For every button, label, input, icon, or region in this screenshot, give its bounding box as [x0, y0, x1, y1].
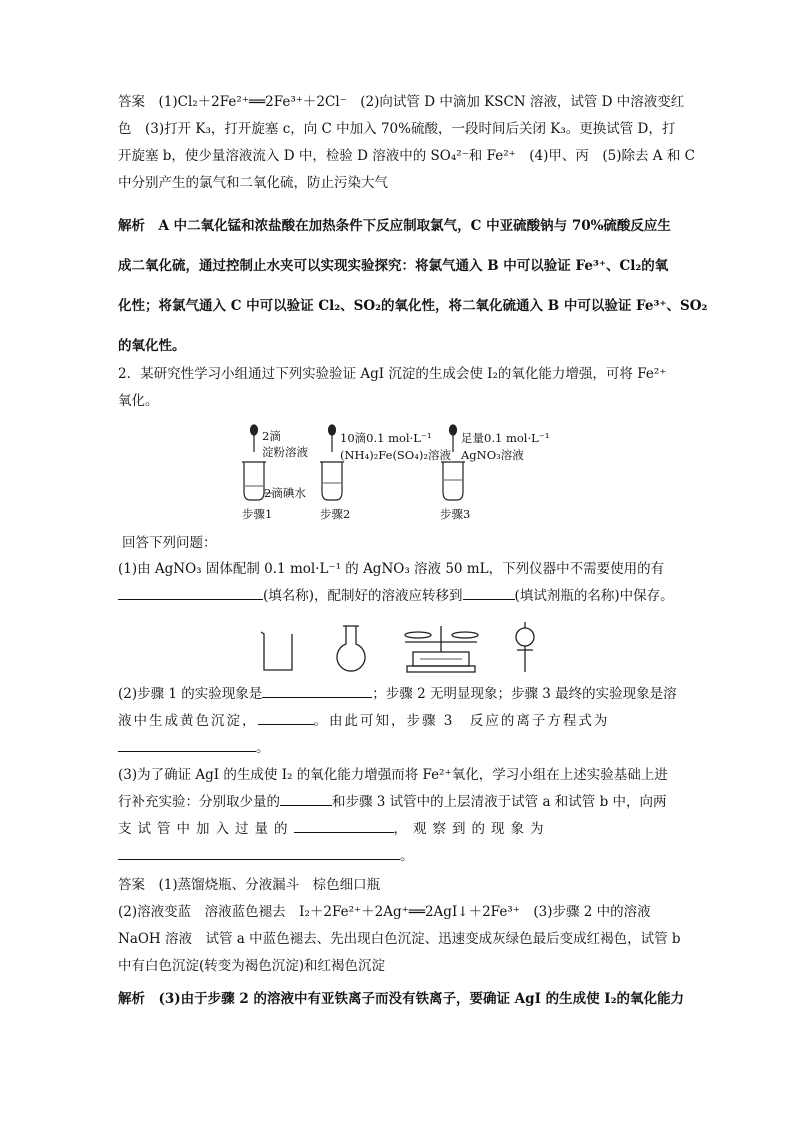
q3-line2 [118, 789, 678, 816]
test-tube-1 [244, 462, 264, 500]
step1-bottom-reagent: 2滴碘水 [264, 486, 306, 500]
q2-line3 [118, 735, 678, 762]
q3-blank-2[interactable] [294, 818, 394, 833]
answer2-line1: 答案 (1)蒸馏烧瓶、分液漏斗 棕色细口瓶 [118, 877, 381, 893]
answer1-line4: 中分别产生的氯气和二氧化硫，防止污染大气 [118, 175, 388, 191]
analysis1-line2: 成二氧化硫，通过控制止水夹可以实现实验探究：将氯气通入 B 中可以验证 Fe³⁺、Cl₂的氧 [118, 258, 669, 274]
intro-line: 回答下列问题： [122, 535, 217, 551]
answer1-line1: 答案 (1)Cl₂＋2Fe²⁺══2Fe³⁺＋2Cl⁻ (2)向试管 D 中滴加 KSCN 溶液，试管 D 中溶液变红 [118, 94, 685, 110]
test-tube-2 [322, 462, 342, 500]
q1-line2-text-b: (填试剂瓶的名称)中保存。 [514, 588, 674, 604]
analysis1-line1: 解析 A 中二氧化锰和浓盐酸在加热条件下反应制取氯气，C 中亚硫酸钠与 70%硫酸反应生 [118, 218, 671, 234]
q3-line4-text: 。 [400, 848, 414, 864]
balance-icon [405, 626, 478, 672]
apparatus-drawing [255, 620, 540, 680]
step3-reagent-line2: AgNO₃溶液 [461, 448, 524, 462]
q2-line1-text-b: ；步骤 2 无明显现象；步骤 3 最终的实验现象是溶 [372, 686, 677, 702]
dropper-bulb-3 [450, 425, 457, 435]
question-2 [118, 361, 678, 415]
step2-label: 步骤2 [320, 507, 351, 521]
q2-line2 [118, 708, 678, 735]
q2-line2-text-b: 。由此可知，步骤 3 反应的离子方程式为 [313, 713, 610, 729]
q3-line2-text-a: 行补充实验：分别取少量的 [118, 794, 280, 810]
answer2-line4: 中有白色沉淀(转变为褐色沉淀)和红褐色沉淀 [118, 958, 386, 974]
step1-reagent-line2: 淀粉溶液 [262, 445, 308, 459]
experiment-figure [238, 420, 568, 525]
answer2-line2: (2)溶液变蓝 溶液蓝色褪去 I₂＋2Fe²⁺＋2Ag⁺══2AgI↓＋2Fe³⁺ (3)步骤 2 中的溶液 [118, 904, 651, 920]
q3-line3-text-b: ，观察到的现象为 [393, 821, 550, 837]
question2-line2: 氧化。 [118, 393, 159, 409]
answer1-line3: 开旋塞 b，使少量溶液流入 D 中，检验 D 溶液中的 SO₄²⁻和 Fe²⁺ (4)甲、丙 (5)除去 A 和 C [118, 148, 695, 164]
step2-reagent-line1: 10滴0.1 mol·L⁻¹ [340, 431, 432, 445]
q2-line1 [118, 681, 678, 708]
step1-label: 步骤1 [242, 507, 273, 521]
dropper-bulb-1 [251, 425, 258, 435]
q1-line1: (1)由 AgNO₃ 固体配制 0.1 mol·L⁻¹ 的 AgNO₃ 溶液 50 mL，下列仪器中不需要使用的有 [118, 561, 665, 577]
step2-reagent-line2: (NH₄)₂Fe(SO₄)₂溶液 [340, 448, 451, 462]
q2-blank-3[interactable] [118, 737, 256, 752]
answer-block-1 [118, 89, 695, 197]
analysis1-line4: 的氧化性。 [118, 338, 186, 354]
q3-line2-text-b: 和步骤 3 试管中的上层清液于试管 a 和试管 b 中，向两 [332, 794, 667, 810]
answer1-line2: 色 (3)打开 K₃，打开旋塞 c，向 C 中加入 70%硫酸，一段时间后关闭 K₃。更换试管 D，打 [118, 121, 676, 137]
separatory-funnel-icon [516, 622, 534, 672]
answer-block-2 [118, 872, 681, 980]
subquestion-1 [118, 556, 678, 610]
test-tube-3 [443, 462, 463, 500]
analysis-block-2 [118, 986, 685, 1013]
step3-reagent-line1: 足量0.1 mol·L⁻¹ [461, 431, 550, 445]
analysis-block-1 [118, 206, 708, 366]
step3-label: 步骤3 [440, 507, 471, 521]
q2-line2-text-a: 液中生成黄色沉淀， [118, 713, 258, 729]
apparatus-figure [255, 620, 540, 680]
q2-line1-text-a: (2)步骤 1 的实验现象是 [118, 686, 263, 702]
q3-line1: (3)为了确证 AgI 的生成使 I₂ 的氧化能力增强而将 Fe²⁺氧化，学习小组在上述实验基础上进 [118, 767, 668, 783]
subquestion-2 [118, 681, 678, 762]
answer2-line3: NaOH 溶液 试管 a 中蓝色褪去、先出现白色沉淀、迅速变成灰绿色最后变成红褐色，试管 b [118, 931, 681, 947]
q3-line4 [118, 843, 678, 870]
q1-blank-2[interactable] [463, 585, 515, 600]
analysis2-line1: 解析 (3)由于步骤 2 的溶液中有亚铁离子而没有铁离子，要确证 AgI 的生成使 I₂的氧化能力 [118, 991, 685, 1007]
q2-line3-text: 。 [256, 740, 270, 756]
q3-line3-text-a: 支试管中加入过量的 [118, 821, 294, 837]
q3-line3 [118, 816, 678, 843]
question2-line1: 2．某研究性学习小组通过下列实验验证 AgI 沉淀的生成会使 I₂的氧化能力增强，可将 Fe²⁺ [118, 366, 667, 382]
q3-blank-3[interactable] [118, 845, 400, 860]
analysis1-line3: 化性；将氯气通入 C 中可以验证 Cl₂、SO₂的氧化性，将二氧化硫通入 B 中可以验证 Fe³⁺、SO₂ [118, 298, 708, 314]
q1-blank-1[interactable] [118, 585, 263, 600]
beaker-icon [261, 632, 292, 670]
q2-blank-2[interactable] [258, 710, 314, 725]
round-bottom-flask-icon [337, 626, 365, 671]
q3-blank-1[interactable] [280, 791, 332, 806]
dropper-bulb-2 [329, 425, 336, 435]
q1-line2-text-a: (填名称)，配制好的溶液应转移到 [263, 588, 463, 604]
subquestion-3 [118, 762, 678, 870]
question-intro [122, 530, 682, 557]
step1-reagent-line1: 2滴 [262, 429, 281, 443]
q1-line2 [118, 583, 678, 610]
q2-blank-1[interactable] [262, 683, 372, 698]
